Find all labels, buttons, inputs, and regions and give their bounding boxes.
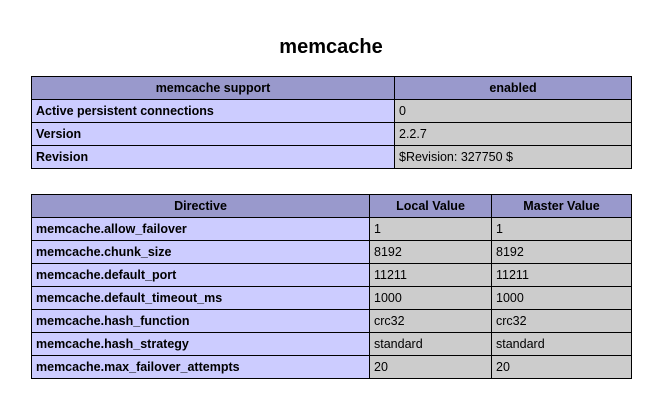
column-header: Master Value	[492, 195, 632, 218]
local-value: 8192	[370, 241, 492, 264]
local-value: standard	[370, 333, 492, 356]
local-value: 1000	[370, 287, 492, 310]
row-value: $Revision: 327750 $	[395, 146, 632, 169]
directive-name: memcache.hash_strategy	[32, 333, 370, 356]
master-value: 1	[492, 218, 632, 241]
master-value: 1000	[492, 287, 632, 310]
table-row	[32, 264, 632, 287]
table-row	[32, 356, 632, 379]
directive-name: memcache.hash_function	[32, 310, 370, 333]
table-header-row	[32, 195, 632, 218]
table-row	[32, 310, 632, 333]
directive-name: memcache.allow_failover	[32, 218, 370, 241]
table-row	[32, 146, 632, 169]
memcache-support-table	[31, 76, 632, 169]
local-value: crc32	[370, 310, 492, 333]
directive-name: memcache.default_port	[32, 264, 370, 287]
column-header: enabled	[395, 77, 632, 100]
master-value: crc32	[492, 310, 632, 333]
table-header-row	[32, 77, 632, 100]
table-row	[32, 218, 632, 241]
directive-name: memcache.chunk_size	[32, 241, 370, 264]
table-row	[32, 333, 632, 356]
directive-name: memcache.default_timeout_ms	[32, 287, 370, 310]
column-header: Local Value	[370, 195, 492, 218]
row-key: Version	[32, 123, 395, 146]
master-value: 11211	[492, 264, 632, 287]
row-key: Active persistent connections	[32, 100, 395, 123]
local-value: 11211	[370, 264, 492, 287]
directive-name: memcache.max_failover_attempts	[32, 356, 370, 379]
master-value: 20	[492, 356, 632, 379]
local-value: 20	[370, 356, 492, 379]
directive-table	[31, 194, 632, 379]
page-title: memcache	[279, 36, 383, 58]
table-row	[32, 100, 632, 123]
master-value: standard	[492, 333, 632, 356]
column-header: memcache support	[32, 77, 395, 100]
table-row	[32, 287, 632, 310]
column-header: Directive	[32, 195, 370, 218]
master-value: 8192	[492, 241, 632, 264]
local-value: 1	[370, 218, 492, 241]
table-row	[32, 241, 632, 264]
table-row	[32, 123, 632, 146]
row-value: 2.2.7	[395, 123, 632, 146]
row-key: Revision	[32, 146, 395, 169]
row-value: 0	[395, 100, 632, 123]
